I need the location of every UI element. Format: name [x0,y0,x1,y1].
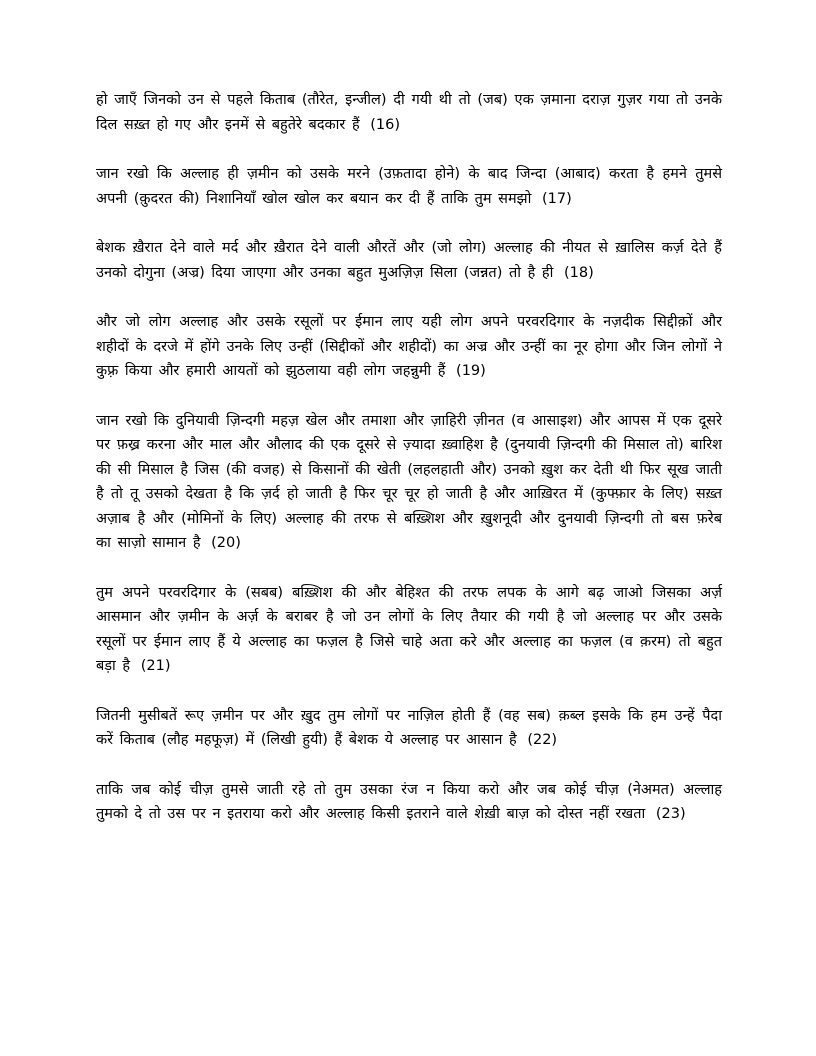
verse-text: जान रखो कि अल्लाह ही ज़मीन को उसके मरने (उफ़तादा होने) के बाद जिन्दा (आबाद) करता है हमने तुमसे अपनी (क़ुदरत की) निशानियाँ खोल खोल कर बयान कर दी हैं ताकि तुम समझो [96,166,722,207]
verse-paragraph [96,310,722,384]
verse-paragraph [96,88,722,137]
verse-number: (20) [211,535,241,551]
verse-text: हो जाएँ जिनको उन से पहले किताब (तौरेत, इन्जील) दी गयी थी तो (जब) एक ज़माना दराज़ गुज़र गया तो उनके दिल सख़्त हो गए और इनमें से बहुतेरे बदकार हैं [96,92,722,133]
verse-text: और जो लोग अल्लाह और उसके रसूलों पर ईमान लाए यही लोग अपने परवरदिगार के नज़दीक सिद्दीक़ों और शहीदों के दरजे में होंगे उनके लिए उन्हीं (सिद्दीकों और शहीदों) का अज्र और उन्हीं का नूर होगा और जिन लोगों ने कुफ़्र किया और हमारी आयतों को झुठलाया वही लोग जहन्नुमी हैं [96,314,722,379]
verse-number: (23) [655,806,686,822]
verse-number: (19) [456,363,486,379]
verse-paragraph [96,581,722,679]
verse-number: (18) [563,264,594,281]
verse-number: (21) [140,658,171,674]
verse-number: (17) [541,190,572,207]
verse-text: जितनी मुसीबतें रूए ज़मीन पर और ख़ुद तुम लोगों पर नाज़िल होती हैं (वह सब) क़ब्ल इसके कि हम उन्हें पैदा करें किताब (लौह महफूज़) में (लिखी हुयी) हैं बेशक ये अल्लाह पर आसान है [96,707,722,748]
verse-text: बेशक ख़ैरात देने वाले मर्द और ख़ैरात देने वाली औरतें और (जो लोग) अल्लाह की नीयत से ख़ालिस कर्ज़ देते हैं उनको दोगुना (अज्र) दिया जाएगा और उनका बहुत मुअज़िज़ सिला (जन्नत) तो है ही [96,240,722,281]
verse-paragraph [96,409,722,556]
verse-number: (22) [527,732,558,748]
verse-text: तुम अपने परवरदिगार के (सबब) बख़्शिश की और बेहिश्त की तरफ लपक के आगे बढ़ जाओ जिसका अर्ज़ आसमान और ज़मीन के अर्ज़ के बराबर है जो उन लोगों के लिए तैयार की गयी है जो अल्लाह पर और उसके रसूलों पर ईमान लाए हैं ये अल्लाह का फज़ल है जिसे चाहे अता करे और अल्लाह का फज़ल (व क़रम) तो बहुत बड़ा है [96,584,722,674]
verse-text: जान रखो कि दुनियावी ज़िन्दगी महज़ खेल और तमाशा और ज़ाहिरी ज़ीनत (व आसाइश) और आपस में एक दूसरे पर फ़ख्र करना और माल और औलाद की एक दूसरे से ज़्यादा ख़्वाहिश है (दुनयावी ज़िन्दगी की मिसाल तो) बारिश की सी मिसाल है जिस (की वजह) से किसानों की खेती (लहलहाती और) उनको ख़ुश कर देती थी फिर सूख जाती है तो तू उसको देखता है कि ज़र्द हो जाती है फिर चूर चूर हो जाती है और आख़िरत में (कुफ्फ़ार के लिए) सख़्त अज़ाब है और (मोमिनों के लिए) अल्लाह की तरफ से बख़्शिश और ख़ुशनूदी और दुनयावी ज़िन्दगी तो बस फ़रेब का साज़ो सामान है [96,412,722,551]
verse-paragraph [96,778,722,827]
document-page [96,88,722,852]
verse-number: (16) [370,116,401,133]
verse-paragraph [96,162,722,211]
verse-paragraph [96,704,722,753]
verse-text: ताकि जब कोई चीज़ तुमसे जाती रहे तो तुम उसका रंज न किया करो और जब कोई चीज़ (नेअमत) अल्लाह तुमको दे तो उस पर न इतराया करो और अल्लाह किसी इतराने वाले शेख़ी बाज़ को दोस्त नहीं रखता [96,781,722,822]
verse-paragraph [96,236,722,285]
